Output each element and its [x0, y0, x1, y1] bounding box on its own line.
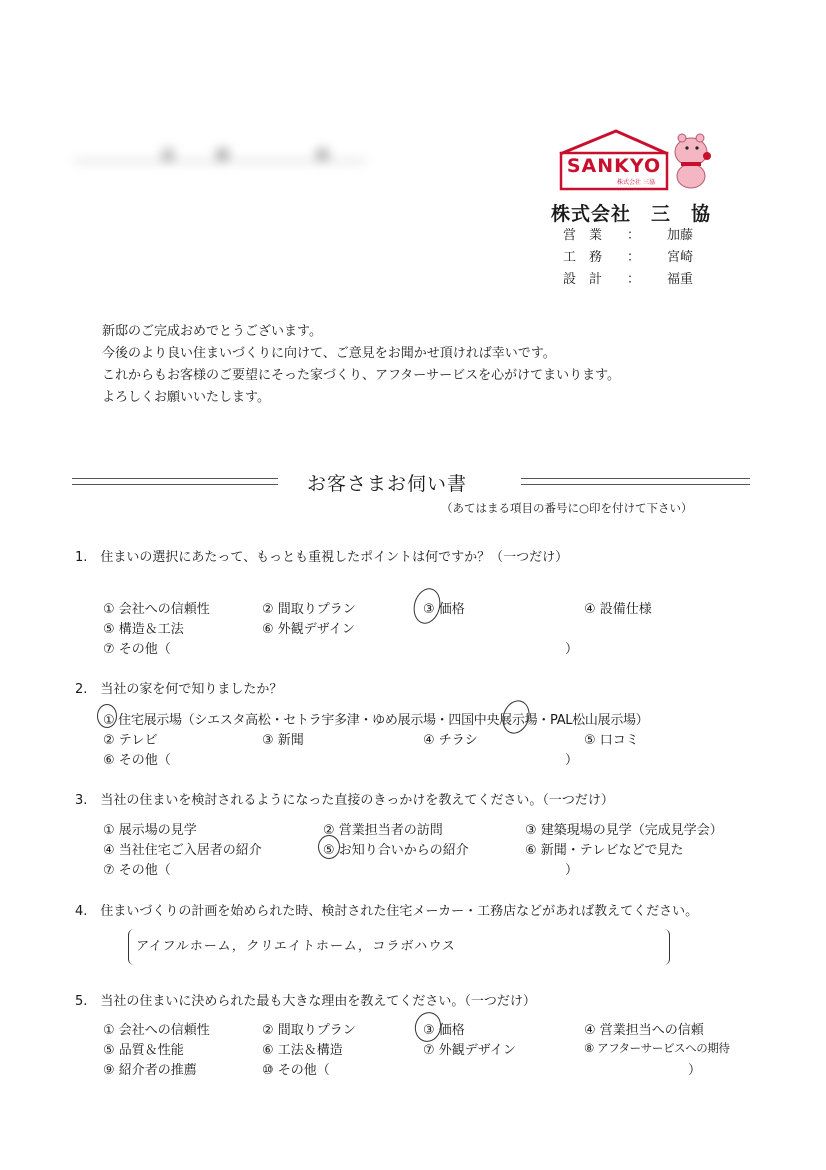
q3-circled-mark — [318, 835, 340, 859]
q5-option-2[interactable]: ② 間取りプラン — [262, 1023, 356, 1038]
intro-line-3: これからもお客様のご要望にそった家づくり、アフターサービスを心がけてまいります。 — [102, 368, 621, 383]
q5-option-9[interactable]: ⑨ 紹介者の推薦 — [103, 1063, 197, 1078]
q2-option-2[interactable]: ② テレビ — [103, 733, 158, 748]
q2-option-6[interactable]: ⑥ その他（ — [103, 753, 171, 768]
title-rule-left — [72, 478, 278, 485]
q1-other-close: ） — [565, 642, 579, 657]
intro-line-4: よろしくお願いいたします。 — [102, 390, 270, 405]
q5-option-8[interactable]: ⑧ アフターサービスへの期待 — [584, 1041, 730, 1055]
q5-option-4[interactable]: ④ 営業担当への信頼 — [584, 1023, 704, 1038]
q5-option-7[interactable]: ⑦ 外観デザイン — [423, 1043, 516, 1058]
q1-option-3[interactable]: ③ 価格 — [423, 602, 465, 617]
recipient-name-blurred: 遠藤 様 — [75, 142, 375, 172]
title-rule-right — [521, 478, 750, 485]
q2-label: 2. 当社の家を何で知りましたか？ — [75, 682, 283, 697]
logo-sub-text: 株式会社 三協 — [617, 179, 655, 186]
q1-option-6[interactable]: ⑥ 外観デザイン — [262, 622, 355, 637]
q1-label: 1. 住まいの選択にあたって、もっとも重視したポイントは何ですか？（一つだけ） — [75, 550, 569, 565]
q3-label: 3. 当社の住まいを検討されるようになった直接のきっかけを教えてください。（一つだけ） — [75, 793, 614, 808]
q2-other-close: ） — [565, 753, 579, 768]
q1-option-4[interactable]: ④ 設備仕様 — [584, 602, 652, 617]
q2-option-3[interactable]: ③ 新聞 — [262, 733, 304, 748]
company-name: 株式会社 三 協 — [551, 203, 712, 225]
q4-handwritten-answer: アイフルホーム，クリエイトホーム，コラボハウス — [135, 939, 457, 954]
q2-circled-mark-1 — [97, 704, 117, 728]
q3-option-7[interactable]: ⑦ その他（ — [103, 863, 171, 878]
q3-option-3[interactable]: ③ 建築現場の見学（完成見学会） — [525, 823, 723, 838]
q2-option-5[interactable]: ⑤ 口コミ — [584, 733, 639, 748]
intro-line-1: 新邸のご完成おめでとうございます。 — [102, 324, 322, 339]
q4-label: 4. 住まいづくりの計画を始められた時、検討された住宅メーカー・工務店などがあれば教えてください。 — [75, 904, 699, 919]
q1-option-5[interactable]: ⑤ 構造＆工法 — [103, 622, 184, 637]
q5-option-6[interactable]: ⑥ 工法＆構造 — [262, 1043, 343, 1058]
q1-option-7[interactable]: ⑦ その他（ — [103, 642, 171, 657]
q5-label: 5. 当社の住まいに決められた最も大きな理由を教えてください。（一つだけ） — [75, 994, 536, 1009]
q1-circled-mark — [410, 585, 444, 627]
q5-option-5[interactable]: ⑤ 品質＆性能 — [103, 1043, 184, 1058]
hippo-mascot-icon — [675, 134, 711, 188]
q3-option-6[interactable]: ⑥ 新聞・テレビなどで見た — [525, 843, 684, 858]
intro-line-2: 今後のより良い住まいづくりに向けて、ご意見をお聞かせ頂ければ幸いです。 — [102, 346, 556, 361]
form-note: （あてはまる項目の番号に○印を付けて下さい） — [441, 501, 693, 515]
q3-option-4[interactable]: ④ 当社住宅ご入居者の紹介 — [103, 843, 262, 858]
q2-circled-mark-2 — [498, 697, 534, 738]
form-title: お客さまお伺い書 — [307, 473, 468, 495]
q5-other-close: ） — [688, 1063, 702, 1078]
q5-option-10[interactable]: ⑩ その他（ — [262, 1063, 330, 1078]
q2-option-4[interactable]: ④ チラシ — [423, 733, 478, 748]
q5-option-1[interactable]: ① 会社への信頼性 — [103, 1023, 210, 1038]
company-logo — [556, 126, 716, 192]
q5-option-3[interactable]: ③ 価格 — [423, 1023, 465, 1038]
q3-option-5[interactable]: ⑤ お知り合いからの紹介 — [323, 843, 469, 858]
q1-option-1[interactable]: ① 会社への信頼性 — [103, 602, 210, 617]
q2-option-1[interactable]: ① 住宅展示場（シエスタ高松・セトラ宇多津・ゆめ展示場・四国中央展示場・PAL松山展示場） — [103, 713, 649, 728]
q3-other-close: ） — [565, 863, 579, 878]
logo-brand-text: SANKYO — [566, 155, 662, 177]
q3-option-1[interactable]: ① 展示場の見学 — [103, 823, 197, 838]
q1-option-2[interactable]: ② 間取りプラン — [262, 602, 356, 617]
q3-option-2[interactable]: ② 営業担当者の訪問 — [323, 823, 443, 838]
